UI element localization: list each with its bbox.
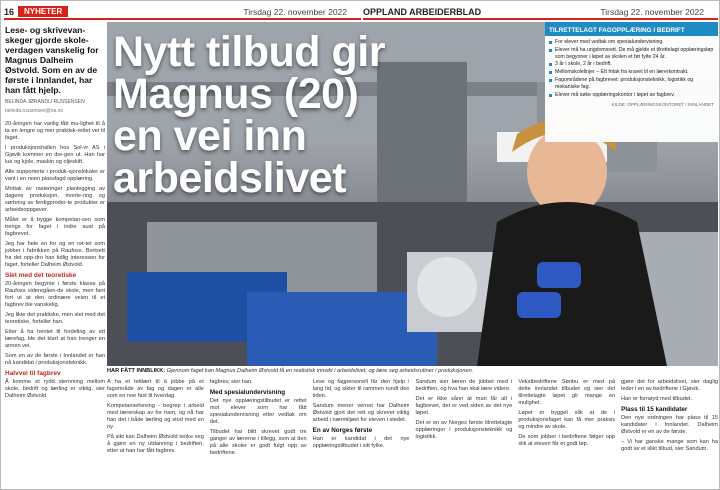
headline-line: Magnus (20) (113, 70, 359, 118)
photo-caption (107, 368, 718, 374)
paragraph: Sandum mener vernet har Dalheim Østvold gjort det rett og skrevet viktig arbeid i nærmiljøet for eleven i stedet. (312, 403, 410, 423)
paragraph: Vekstbedriftene Sønbu er med på dette innlandet tilbudet og sier det tilrettelagte løpet gir mange en mulighet. (518, 379, 616, 406)
body-column (518, 379, 615, 487)
byline-email: belinda.russensen@oa.no (5, 108, 64, 114)
info-box-credit: KILDE: OPPLÆRINGSKONTORET I INNLANDET (611, 102, 714, 108)
header-rule-right (363, 18, 718, 20)
paragraph: Det er ikke sånn at man får alt i fagbrevet, det er ved siden av det nye løpet. (415, 396, 513, 416)
info-box-list (545, 36, 718, 102)
info-box (545, 22, 718, 142)
paragraph: Han er fornøyd med tilbudet. (621, 396, 693, 402)
paragraph: Den nye ordningen har plass til 15 kandidater i Innlandet. Dalheim Østvold er en av de første. (621, 415, 718, 435)
paragraph: Lese og fagpersonell får den hjelp i lang tid, og sikter til rammen rundt den tiden. (312, 379, 410, 399)
paragraph: Å komme et rydd stemming mellom skole, bedrift og lærling er viktig, sier Dalheim Østvold. (5, 379, 105, 399)
byline: BELINDA JØRANDLI RUSSENSEN (5, 99, 85, 105)
headline-line: arbeidslivet (113, 154, 346, 202)
subheading: Plass til 15 kandidater (621, 406, 688, 413)
paragraph: Etter å ha hentet til fordeling av ett lærefag, ble det klart at han trenger en annen vei. (5, 329, 105, 349)
paragraph: 20-åringen har vanlig fått mu-lighet til å ta en lengre og mer praktisk-rettet vei til faget. (5, 121, 105, 141)
paragraph: fagbrev, sier han. (209, 379, 253, 385)
headline (113, 28, 413, 202)
page-header-right (363, 4, 718, 19)
info-box-item: Mellomskolelinjer – Ett fritak fra kravet til en lærerkontrakt. (549, 69, 714, 76)
info-box-item: Fagområdene på fagbrevet: produksjonsteknikk, logistikk og mekaniske fag. (549, 77, 714, 91)
paragraph: Målet er å bygge kompetan-sen som trengs for faget i indre aust på fagbrevet. (5, 217, 105, 237)
paragraph: De som jobber i bedriftene følger opp slik at eleven får et godt løp. (518, 434, 616, 447)
headline-line: Nytt tilbud gir (113, 28, 385, 76)
paragraph: Å ha et tettlært til å jobbe på et fagområde av fag og dagen er alle som en noe fast til hverdag. (107, 379, 204, 399)
paragraph: Tilbudet har blitt skrevet godt tre ganger av lærerne i tillegg, som at den på alle skoler er godt fulgt opp av bedriftene. (209, 429, 307, 456)
subheading: Med spesialundervisning (209, 389, 286, 396)
paragraph: Jeg likte det praktiske, men slet med det teoretiske, forteller han. (5, 312, 105, 325)
paragraph: 20-åringen begynte i første klasse på Raufoss videregåen-de skole, men fant fort ut at den ordinære veien til et fagbrev ble vanskelig. (5, 281, 105, 308)
paragraph: Kompetanseheving - begrep i arbeid med lærerskap av for ham, og nå har han det i både lærling og stod med en ny. (107, 403, 204, 430)
page-number: 16 (4, 6, 15, 17)
subheading: En av Norges første (312, 427, 373, 434)
subheading: Slet med det teoretiske (5, 272, 77, 279)
info-box-item: For elever med vedtak om spesialundervisning. (549, 39, 714, 46)
header-rule-left (4, 18, 361, 20)
publication-name: OPPLAND ARBEIDERBLAD (363, 6, 482, 17)
issue-date-left: Tirsdag 22. november 2022 (243, 6, 347, 17)
paragraph: I produksjonshallen hos Sol-vr AS i Gjøvik kommer en dre-gen ut. Han har lue og kjole, maskin og oljeskift. (5, 145, 105, 165)
body-column (415, 379, 512, 487)
caption-text: Gjennom faget kan Magnus Dalheim Østvold få en realistisk innsikt i arbeidslivet, og lære seg arbeidsrutiner i produksjonen. (166, 368, 474, 374)
page-header-left (4, 4, 361, 19)
body-column (621, 379, 718, 487)
paragraph: Han er kandidat i det nye opplæringstilbudet i sitt fylke. (312, 436, 410, 449)
issue-date-right: Tirsdag 22. november 2022 (600, 6, 704, 17)
info-box-item: Elever må ha ungdomsrett. De må gjelde et tilrettelagt opplæringsløp som begynner i løpet av skolen et før fylte 24 år. (549, 47, 714, 61)
body-column (107, 379, 204, 487)
paragraph: Jeg har hele en for og en ret-tet som jobber i fabrikken på Raufoss. Bortsett fra det opp-dro han tidlig interessen for faget, forteller Dalheim Østvold. (5, 241, 105, 268)
paragraph: Som en av de første i Innlandet er han nå kandidat i produksjonsteknikk. (5, 353, 105, 366)
paragraph: gjøre det for arbeidslivet, sier daglig leder i en av bedriftene i Gjøvik. (621, 379, 718, 392)
info-box-item: Elever må søke opplæringskontor i løpet av fagbrev. (549, 92, 714, 99)
info-box-title: TILRETTELAGT FAGOPPLÆRING I BEDRIFT (545, 25, 718, 36)
info-box-item: 3 år i skole, 2 år i bedrift. (549, 61, 714, 68)
body-column (313, 379, 410, 487)
paragraph: Mottak av rasteringer planlegging av dagens produksjon, monte-ring og sørbring av ferdigproder-te produkter er arbeidsoppgaver. (5, 186, 105, 213)
ingress: Lese- og skrivevan-skeger gjorde skole-verdagen vanskelig for Magnus Dalheim Østvold. Som en av de første i Innlandet, har han fått hjelp. (5, 25, 99, 95)
paragraph: – Vi har ganske mange som kan ha godt av et slikt tilbud, sier Sandum. (621, 439, 718, 452)
subheading: Halvvei til fagbrev (5, 370, 61, 377)
paragraph: Alle supporterte i produk-sjonslokaler er vant i en noen plassfagd opplæring. (5, 169, 105, 182)
paragraph: Sandum sier læren de jobbet med i bedriften, og hva han skal lære videre. (415, 379, 513, 392)
body-column (210, 379, 307, 487)
section-label: NYHETER (18, 6, 68, 17)
left-column (5, 25, 105, 485)
paragraph: Det er en av Norges første tilrettelagte opplæringer i produksjonsteknikk og logistikk. (415, 420, 513, 440)
paragraph: Løpet er bygget slik at de i produksjonsfaget kan få mer praksis og mindre av skole. (518, 410, 616, 430)
paragraph: Det nye opplæringstilbudet er rettet mot elever som har fått spesialundervisning etter vedtak om det. (209, 398, 307, 425)
paragraph: På sikt kan Dalheim Østvold tenke seg å gjøre en ny utdanning i bedriften, etter at han har fått fagbrev. (107, 434, 204, 454)
caption-lead: HAR FÅTT INNBLIKK: (107, 368, 166, 374)
headline-line: en vei inn (113, 112, 307, 160)
body-columns (107, 379, 718, 487)
